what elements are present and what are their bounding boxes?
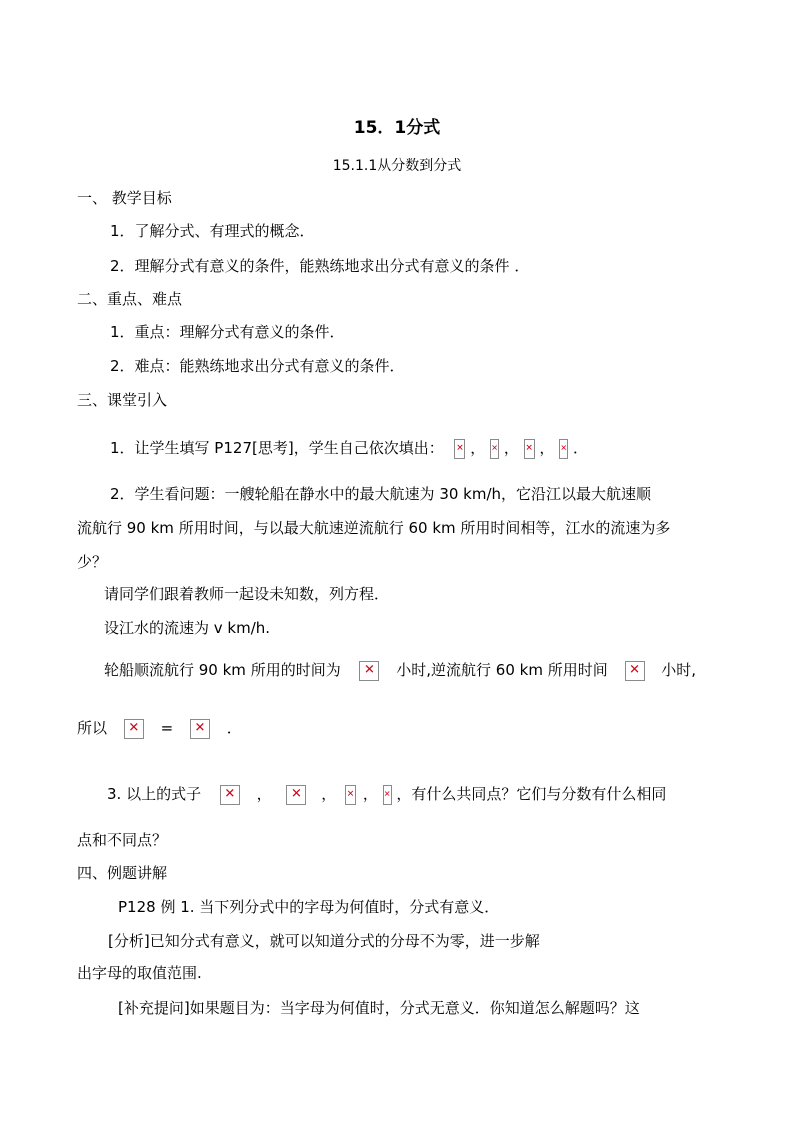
section-heading-objectives: 一、 教学目标 (77, 189, 172, 207)
comma: ， (256, 785, 272, 803)
broken-image-icon: ✕ (128, 720, 140, 736)
section-heading-examples: 四、例题讲解 (77, 864, 168, 882)
intro-item-2-line-2: 流航行 90 km 所用时间，与以最大航速逆流航行 60 km 所用时间相等，江水的流速为多 (77, 519, 671, 537)
fraction-image-placeholder (559, 439, 568, 459)
example-supplement-question: [补充提问]如果题目为：当字母为何值时，分式无意义．你知道怎么解题吗？这 (118, 999, 640, 1017)
period: ． (226, 719, 242, 737)
fraction-image-placeholder (454, 439, 465, 459)
broken-image-icon: ✕ (194, 720, 206, 736)
broken-image-icon: ✕ (291, 786, 302, 802)
objective-item-1: 1．了解分式、有理式的概念． (110, 222, 315, 240)
keypoint-item-2: 2．难点：能熟练地求出分式有意义的条件． (110, 357, 405, 375)
fraction-image-placeholder (359, 661, 379, 681)
broken-image-icon: ✕ (364, 662, 375, 678)
paragraph-4-so: 所以 (77, 719, 108, 737)
paragraph-3-part-c: 小时, (661, 661, 697, 679)
comma: ， (470, 439, 486, 457)
fraction-image-placeholder (625, 661, 645, 681)
intro-paragraph-3 (104, 658, 696, 682)
comma: ， (539, 439, 555, 457)
broken-image-icon: ✕ (456, 443, 464, 454)
comma: ， (503, 439, 519, 457)
broken-image-icon: ✕ (560, 443, 568, 453)
paragraph-3-part-b: 小时,逆流航行 60 km 所用时间 (396, 661, 608, 679)
equals-sign: = (160, 719, 174, 737)
intro-item-3 (107, 782, 666, 806)
example-paragraph-1: P128 例 1. 当下列分式中的字母为何值时，分式有意义． (118, 898, 500, 916)
fraction-image-placeholder (524, 439, 535, 459)
example-analysis-line-2: 出字母的取值范围. (77, 964, 202, 982)
broken-image-icon: ✕ (383, 789, 391, 799)
intro-item-1 (110, 436, 588, 460)
example-analysis-line-1: [分析]已知分式有意义，就可以知道分式的分母不为零，进一步解 (108, 932, 540, 950)
item-3-part-a: 3. 以上的式子 (107, 785, 202, 803)
broken-image-icon: ✕ (525, 443, 533, 454)
fraction-image-placeholder (190, 719, 210, 739)
page-title: 15．1分式 (353, 118, 441, 138)
section-heading-intro: 三、课堂引入 (77, 391, 168, 409)
intro-item-1-text: 1．让学生填写 P127[思考]，学生自己依次填出： (110, 439, 444, 457)
intro-paragraph-4 (77, 716, 242, 740)
page-subtitle: 15.1.1从分数到分式 (332, 158, 462, 174)
broken-image-icon: ✕ (224, 786, 236, 802)
fraction-image-placeholder (490, 439, 499, 459)
fraction-image-placeholder (124, 719, 144, 739)
broken-image-icon: ✕ (629, 662, 640, 678)
intro-item-3-line-2: 点和不同点？ (77, 831, 168, 849)
fraction-image-placeholder (345, 785, 356, 805)
period: ． (573, 439, 589, 457)
intro-item-2-line-3: 少？ (77, 553, 108, 571)
comma: ， (321, 785, 337, 803)
intro-item-2-line-1: 2．学生看问题：一艘轮船在静水中的最大航速为 30 km/h，它沿江以最大航速顺 (110, 485, 652, 503)
broken-image-icon: ✕ (346, 789, 355, 800)
paragraph-3-part-a: 轮船顺流航行 90 km 所用的时间为 (104, 661, 341, 679)
fraction-image-placeholder (220, 785, 240, 805)
objective-item-2: 2．理解分式有意义的条件，能熟练地求出分式有意义的条件 ． (110, 257, 530, 275)
fraction-image-placeholder (286, 785, 306, 805)
intro-paragraph-2: 设江水的流速为 v km/h. (104, 619, 271, 637)
intro-paragraph-1: 请同学们跟着教师一起设未知数，列方程． (104, 585, 390, 603)
item-3-part-b: ，有什么共同点？它们与分数有什么相同 (396, 785, 667, 803)
keypoint-item-1: 1．重点：理解分式有意义的条件． (110, 323, 345, 341)
comma: ， (362, 785, 378, 803)
broken-image-icon: ✕ (491, 443, 498, 453)
fraction-image-placeholder (383, 785, 392, 805)
section-heading-keypoints: 二、重点、难点 (77, 290, 183, 308)
